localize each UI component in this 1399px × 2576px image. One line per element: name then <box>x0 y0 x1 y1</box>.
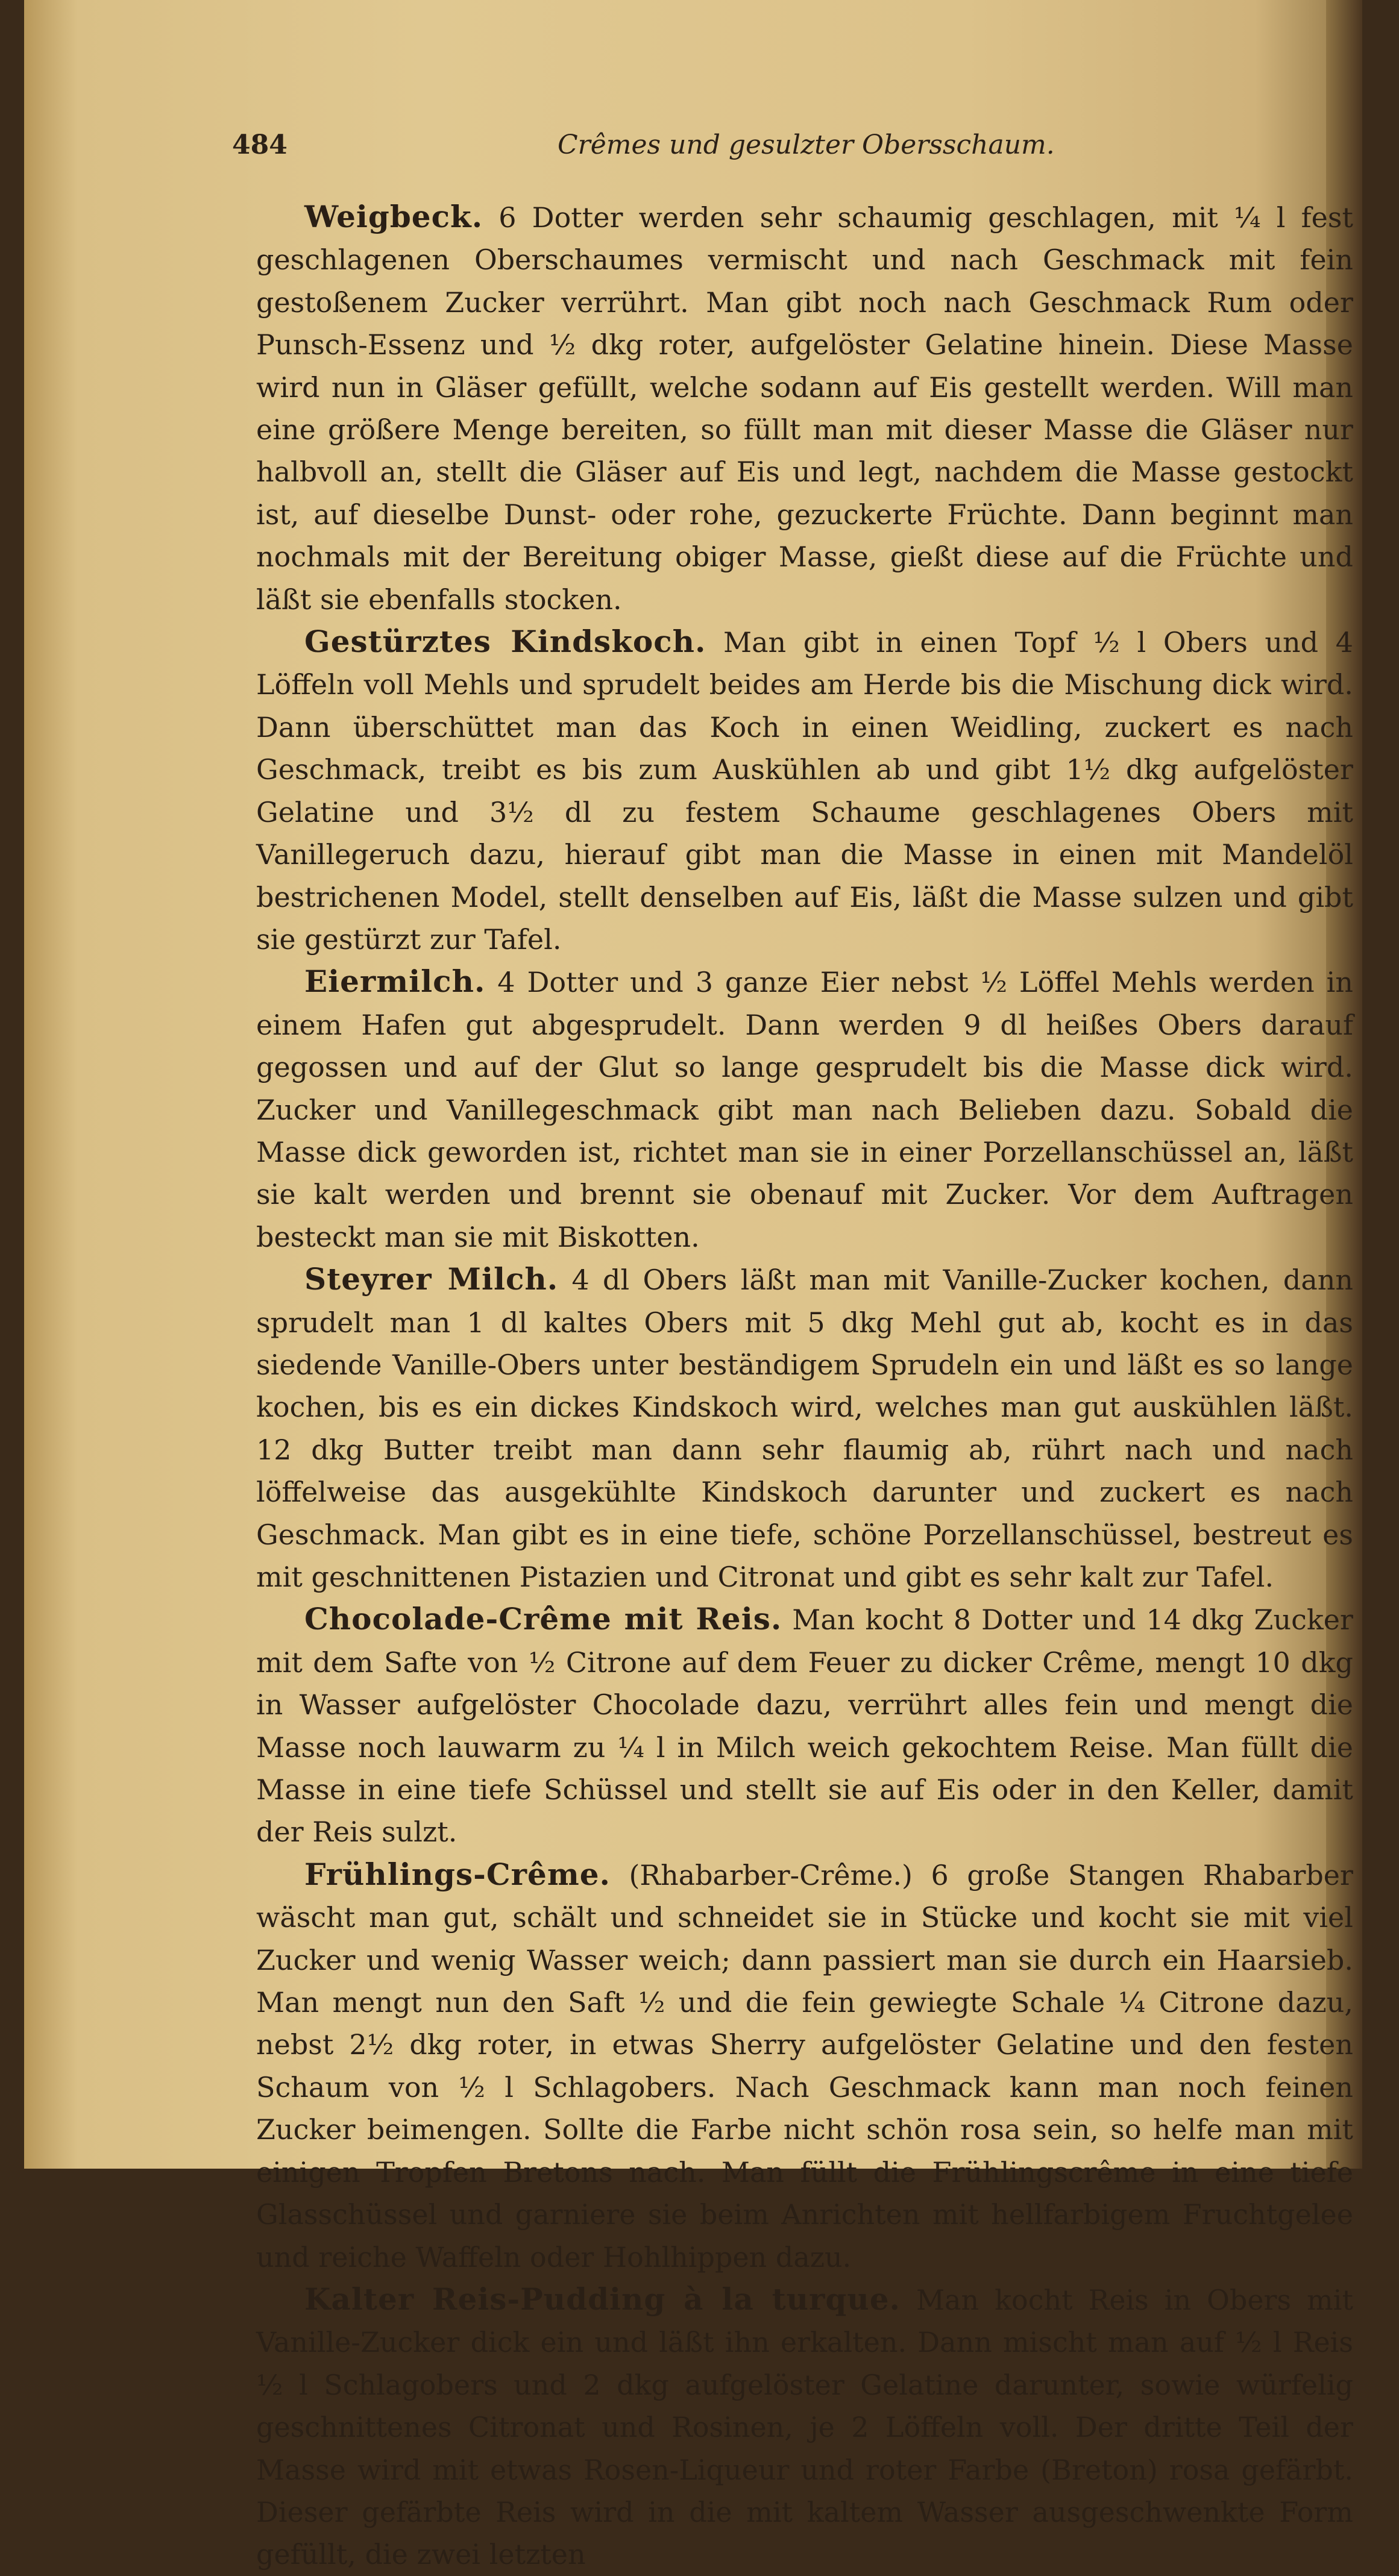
recipe-text-block <box>256 196 1353 2576</box>
recipe-title: Gestürztes Kindskoch. <box>304 624 706 660</box>
recipe-title: Chocolade-Crême mit Reis. <box>304 1601 782 1637</box>
recipe-body: 6 Dotter werden sehr schaumig geschlagen, mit ¼ l fest geschlagenen Oberschaumes vermischt und nach Geschmack mit fein gestoßenem Zucker verrührt. Man gibt noch nach Geschmack Rum oder Punsch-Essenz und ½ dkg roter, aufgelöster Gelatine hinein. Diese Masse wird nun in Gläser gefüllt, welche sodann auf Eis gestellt werden. Will man eine größere Menge bereiten, so füllt man mit dieser Masse die Gläser nur halbvoll an, stellt die Gläser auf Eis und legt, nachdem die Masse gestockt ist, auf dieselbe Dunst- oder rohe, gezuckerte Früchte. Dann beginnt man nochmals mit der Bereitung obiger Masse, gießt diese auf die Früchte und läßt sie ebenfalls stocken. <box>256 201 1353 616</box>
page-number: 484 <box>232 130 288 160</box>
recipe-paragraph <box>256 2278 1353 2576</box>
recipe-paragraph <box>256 1598 1353 1853</box>
recipe-paragraph <box>256 961 1353 1258</box>
recipe-paragraph <box>256 1854 1353 2278</box>
book-page <box>24 0 1362 2571</box>
recipe-body: Man kocht Reis in Obers mit Vanille-Zucker dick ein und läßt ihn erkalten. Dann mischt man auf ½ l Reis ½ l Schlagobers und 2 dkg aufgelöster Gelatine darunter, sowie würfelig geschnittenes Citronat und Rosinen, je 2 Löffeln voll. Der dritte Teil der Masse wird mit etwas Rosen-Liqueur und roter Farbe (Breton) rosa gefärbt. Dieser gefärbte Reis wird in die mit kaltem Wasser ausgeschwenkte Form gefüllt, die zwei letzten <box>256 2283 1354 2571</box>
recipe-paragraph <box>256 196 1353 621</box>
recipe-title: Kalter Reis-Pudding à la turque. <box>304 2281 901 2317</box>
recipe-paragraph <box>256 621 1353 961</box>
recipe-paragraph <box>256 1258 1353 1598</box>
page-header <box>232 130 1317 166</box>
recipe-title: Steyrer Milch. <box>304 1261 559 1297</box>
recipe-title: Weigbeck. <box>304 199 483 234</box>
recipe-body: Man kocht 8 Dotter und 14 dkg Zucker mit dem Safte von ½ Citrone auf dem Feuer zu dicker Crême, mengt 10 dkg in Wasser aufgelöster Chocolade dazu, verrührt alles fein und mengt die Masse noch lauwarm zu ¼ l in Milch weich gekochtem Reise. Man füllt die Masse in eine tiefe Schüssel und stellt sie auf Eis oder in den Keller, damit der Reis sulzt. <box>256 1603 1353 1849</box>
recipe-title: Eiermilch. <box>304 964 486 1000</box>
recipe-body: 4 dl Obers läßt man mit Vanille-Zucker kochen, dann sprudelt man 1 dl kaltes Obers mit 5 dkg Mehl gut ab, kocht es in das siedende Vanille-Obers unter beständigem Sprudeln ein und läßt es so lange kochen, bis es ein dickes Kindskoch wird, welches man gut auskühlen läßt. 12 dkg Butter treibt man dann sehr flaumig ab, rührt nach und nach löffelweise das ausgekühlte Kindskoch darunter und zuckert es nach Geschmack. Man gibt es in eine tiefe, schöne Porzellanschüssel, bestreut es mit geschnittenen Pistazien und Citronat und gibt es sehr kalt zur Tafel. <box>256 1264 1353 1593</box>
recipe-body: 4 Dotter und 3 ganze Eier nebst ½ Löffel Mehls werden in einem Hafen gut abgesprudelt. Dann werden 9 dl heißes Obers darauf gegossen und auf der Glut so lange gesprudelt bis die Masse dick wird. Zucker und Vanillegeschmack gibt man nach Belieben dazu. Sobald die Masse dick geworden ist, richtet man sie in einer Porzellanschüssel an, läßt sie kalt werden und brennt sie obenauf mit Zucker. Vor dem Auftragen besteckt man sie mit Biskotten. <box>256 966 1353 1253</box>
running-title: Crêmes und gesulzter Obersschaum. <box>558 130 1055 160</box>
recipe-title: Frühlings-Crême. <box>304 1856 611 1892</box>
recipe-body: Man gibt in einen Topf ½ l Obers und 4 Löffeln voll Mehls und sprudelt beides am Herde bis die Mischung dick wird. Dann überschüttet man das Koch in einen Weidling, zuckert es nach Geschmack, treibt es bis zum Auskühlen ab und gibt 1½ dkg aufgelöster Gelatine und 3½ dl zu festem Schaume geschlagenes Obers mit Vanillegeruch dazu, hierauf gibt man die Masse in einen mit Mandelöl bestrichenen Model, stellt denselben auf Eis, läßt die Masse sulzen und gibt sie gestürzt zur Tafel. <box>256 626 1354 956</box>
recipe-body: (Rhabarber-Crême.) 6 große Stangen Rhabarber wäscht man gut, schält und schneidet sie in Stücke und kocht sie mit viel Zucker und wenig Wasser weich; dann passiert man sie durch ein Haarsieb. Man mengt nun den Saft ½ und die fein gewiegte Schale ¼ Citrone dazu, nebst 2½ dkg roter, in etwas Sherry aufgelöster Gelatine und den festen Schaum von ½ l Schlagobers. Nach Geschmack kann man noch feinen Zucker beimengen. Sollte die Farbe nicht schön rosa sein, so helfe man mit einigen Tropfen Bretons nach. Man füllt die Frühlingscrême in eine tiefe Glasschüssel und garniere sie beim Anrichten mit hellfarbigem Fruchtgelee und reiche Waffeln oder Hohlhippen dazu. <box>256 1858 1353 2274</box>
